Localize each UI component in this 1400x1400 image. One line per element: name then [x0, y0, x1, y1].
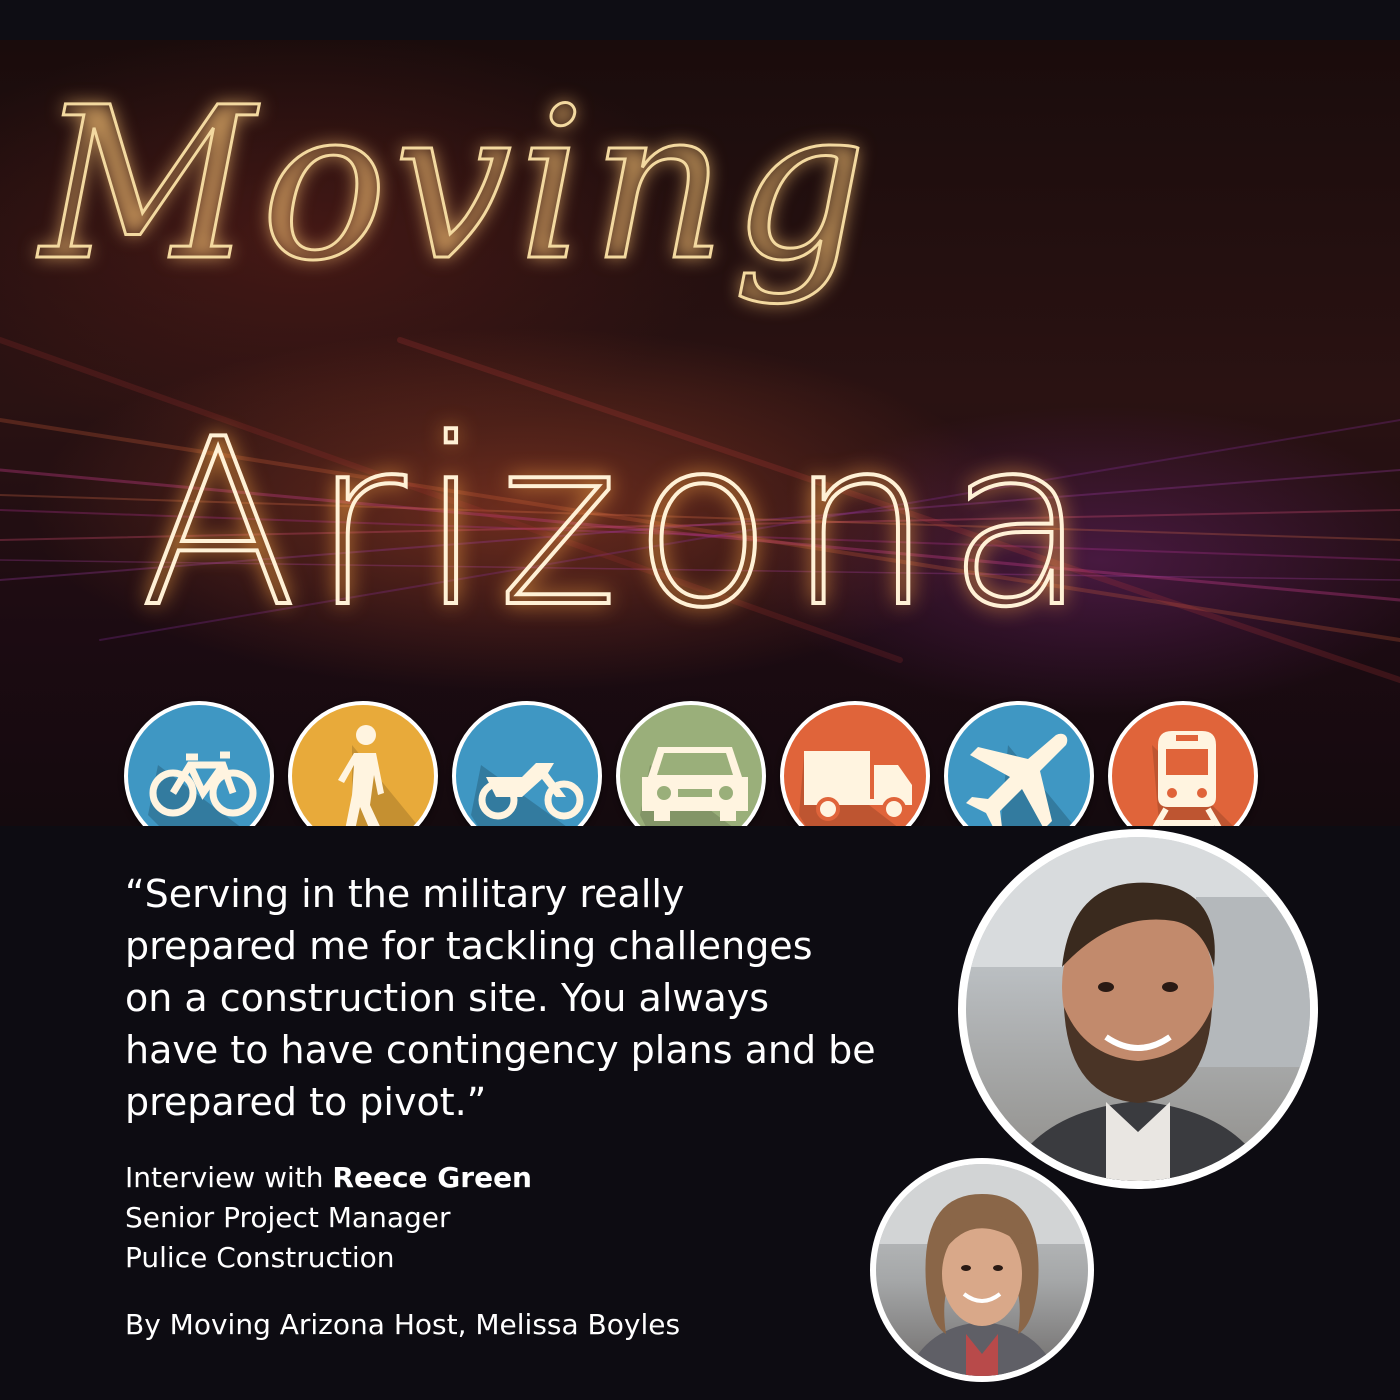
- quote-line: prepared me for tackling challenges: [125, 924, 813, 968]
- quote-line: on a construction site. You always: [125, 976, 770, 1020]
- quote-line: have to have contingency plans and be: [125, 1028, 876, 1072]
- interviewee-photo: [958, 829, 1318, 1189]
- host-photo: [870, 1158, 1094, 1382]
- quote: [125, 868, 905, 1128]
- quote-line: “Serving in the military really: [125, 872, 685, 916]
- train-icon: [1108, 701, 1258, 826]
- interview-prefix: Interview with: [125, 1161, 333, 1194]
- car-icon: [616, 701, 766, 826]
- transport-icons: [124, 701, 1264, 826]
- hero-banner: [0, 40, 1400, 826]
- bicycle-icon: [124, 701, 274, 826]
- truck-icon: [780, 701, 930, 826]
- interviewee-company: Pulice Construction: [125, 1241, 395, 1274]
- interviewee-name: Reece Green: [332, 1161, 532, 1194]
- airplane-icon: [944, 701, 1094, 826]
- interviewee-title: Senior Project Manager: [125, 1201, 451, 1234]
- title-moving: Moving: [40, 62, 873, 307]
- quote-line: prepared to pivot.”: [125, 1080, 487, 1124]
- pedestrian-icon: [288, 701, 438, 826]
- byline: By Moving Arizona Host, Melissa Boyles: [125, 1308, 681, 1341]
- interview-line: [125, 1158, 532, 1198]
- title-arizona: Arizona: [140, 391, 1102, 658]
- interview-credits: [125, 1158, 532, 1278]
- motorcycle-icon: [452, 701, 602, 826]
- top-strip: [0, 0, 1400, 40]
